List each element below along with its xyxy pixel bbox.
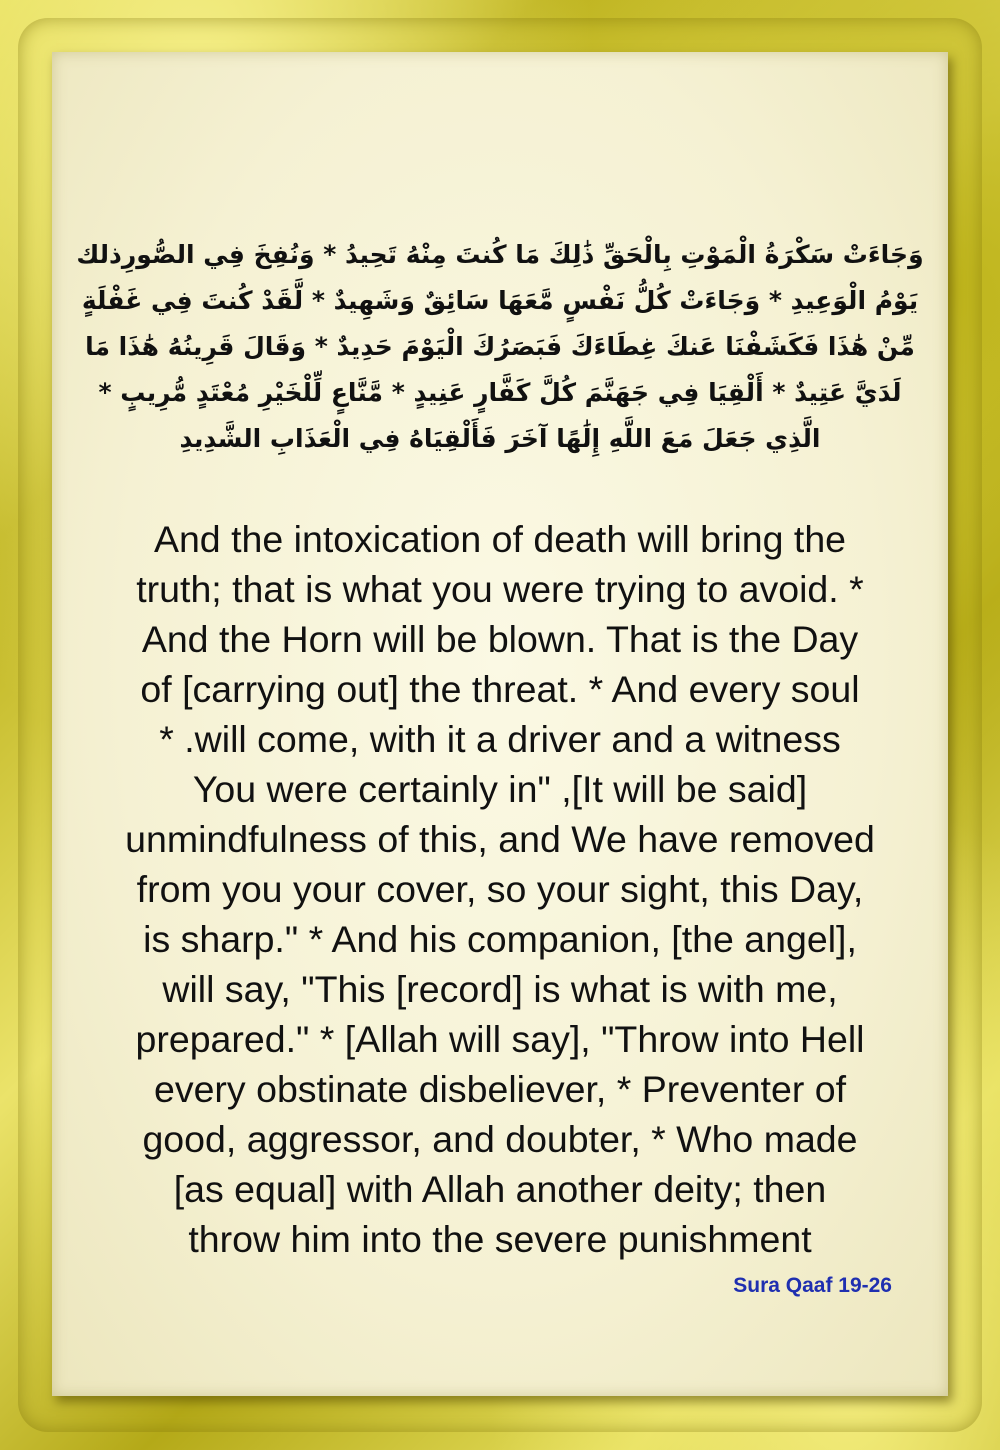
translation-line: is sharp." * And his companion, [the angel], <box>143 918 857 960</box>
source-citation: Sura Qaaf 19-26 <box>733 1274 892 1297</box>
content-panel <box>52 52 948 1396</box>
translation-line: And the intoxication of death will bring the <box>153 518 847 560</box>
translation-line: every obstinate disbeliever, * Preventer of <box>153 1068 847 1110</box>
translation-line: will say, "This [record] is what is with me, <box>162 968 838 1010</box>
translation-line: [as equal] with Allah another deity; then <box>173 1168 827 1210</box>
translation-line: good, aggressor, and doubter, * Who made <box>142 1118 858 1160</box>
translation-line: prepared." * [Allah will say], "Throw into Hell <box>135 1018 865 1060</box>
translation-line: And the Horn will be blown. That is the Day <box>141 618 859 660</box>
translation-line: from you your cover, so your sight, this Day, <box>136 868 864 910</box>
translation-line: truth; that is what you were trying to avoid. * <box>136 568 864 610</box>
translation-line: of [carrying out] the threat. * And every soul <box>140 668 860 710</box>
translation-line: unmindfulness of this, and We have removed <box>125 818 875 860</box>
arabic-verses: وَجَاءَتْ سَكْرَةُ الْمَوْتِ بِالْحَقِّ ذَٰلِكَ مَا كُنتَ مِنْهُ تَحِيدُ * وَنُفِخَ فِي الصُّورِذلك يَوْمُ الْوَعِيدِ * وَجَاءَتْ كُلُّ نَفْسٍ مَّعَهَا سَائِقٌ وَشَهِيدٌ * لَّقَدْ كُنتَ فِي غَفْلَةٍ مِّنْ هَٰذَا فَكَشَفْنَا عَنكَ غِطَاءَكَ فَبَصَرُكَ الْيَوْمَ حَدِيدٌ * وَقَالَ قَرِينُهُ هَٰذَا مَا لَدَيَّ عَتِيدٌ * أَلْقِيَا فِي جَهَنَّمَ كُلَّ كَفَّارٍ عَنِيدٍ * مَّنَّاعٍ لِّلْخَيْرِ مُعْتَدٍ مُّرِيبٍ * الَّذِي جَعَلَ مَعَ اللَّهِ إِلَٰهًا آخَرَ فَأَلْقِيَاهُ فِي الْعَذَابِ الشَّدِيدِ <box>76 240 924 453</box>
translation-line: throw him into the severe punishment <box>188 1218 812 1260</box>
english-translation <box>72 514 928 1264</box>
translation-line: You were certainly in" ,[It will be said] <box>192 768 808 810</box>
translation-line: * .will come, with it a driver and a witness <box>159 718 841 760</box>
